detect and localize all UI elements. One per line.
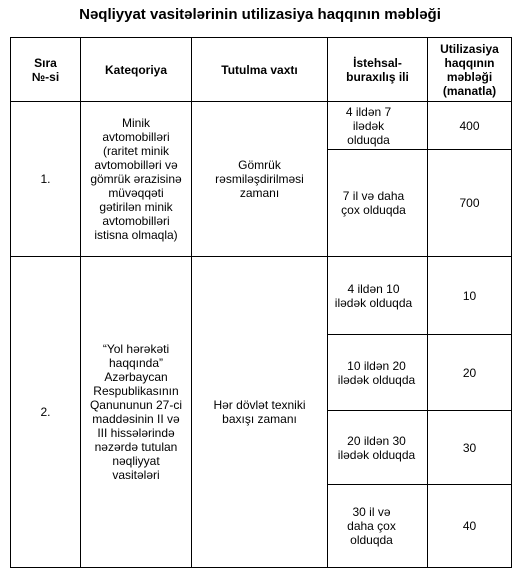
category-cell: Minik avtomobilləri (raritet minik avtomobilləri və gömrük ərazisinə müvəqqəti gətirilən minik avtomobilləri istisna olmaqla) — [81, 102, 192, 257]
amount-cell: 700 — [428, 150, 512, 257]
amount-cell: 10 — [428, 257, 512, 335]
production-year-cell: 4 ildən 10 ilədək olduqda — [328, 257, 428, 335]
header-row — [11, 38, 512, 102]
category-cell: “Yol hərəkəti haqqında” Azərbaycan Respublikasının Qanununun 27-ci maddəsinin II və III hissələrində nəzərdə tutulan nəqliyyat vasitələri — [81, 257, 192, 568]
amount-cell: 400 — [428, 102, 512, 150]
fee-table — [10, 37, 512, 568]
collection-time-cell: Hər dövlət texniki baxışı zamanı — [192, 257, 328, 568]
row-number: 1. — [11, 102, 81, 257]
amount-cell: 40 — [428, 485, 512, 568]
header-no: Sıra №-si — [11, 38, 81, 102]
header-amount: Utilizasiya haqqının məbləği (manatla) — [428, 38, 512, 102]
production-year-cell: 10 ildən 20 ilədək olduqda — [328, 335, 428, 411]
header-category: Kateqoriya — [81, 38, 192, 102]
table-row — [11, 102, 512, 150]
production-year-cell: 4 ildən 7 ilədək olduqda — [328, 102, 428, 150]
amount-cell: 20 — [428, 335, 512, 411]
production-year-cell: 7 il və daha çox olduqda — [328, 150, 428, 257]
header-production-year: İstehsal-buraxılış ili — [328, 38, 428, 102]
collection-time-cell: Gömrük rəsmiləşdirilməsi zamanı — [192, 102, 328, 257]
page-title: Nəqliyyat vasitələrinin utilizasiya haqqının məbləği — [79, 6, 441, 23]
production-year-cell: 20 ildən 30 ilədək olduqda — [328, 411, 428, 485]
table-row — [11, 257, 512, 335]
production-year-cell: 30 il və daha çox olduqda — [328, 485, 428, 568]
header-collection-time: Tutulma vaxtı — [192, 38, 328, 102]
row-number: 2. — [11, 257, 81, 568]
amount-cell: 30 — [428, 411, 512, 485]
